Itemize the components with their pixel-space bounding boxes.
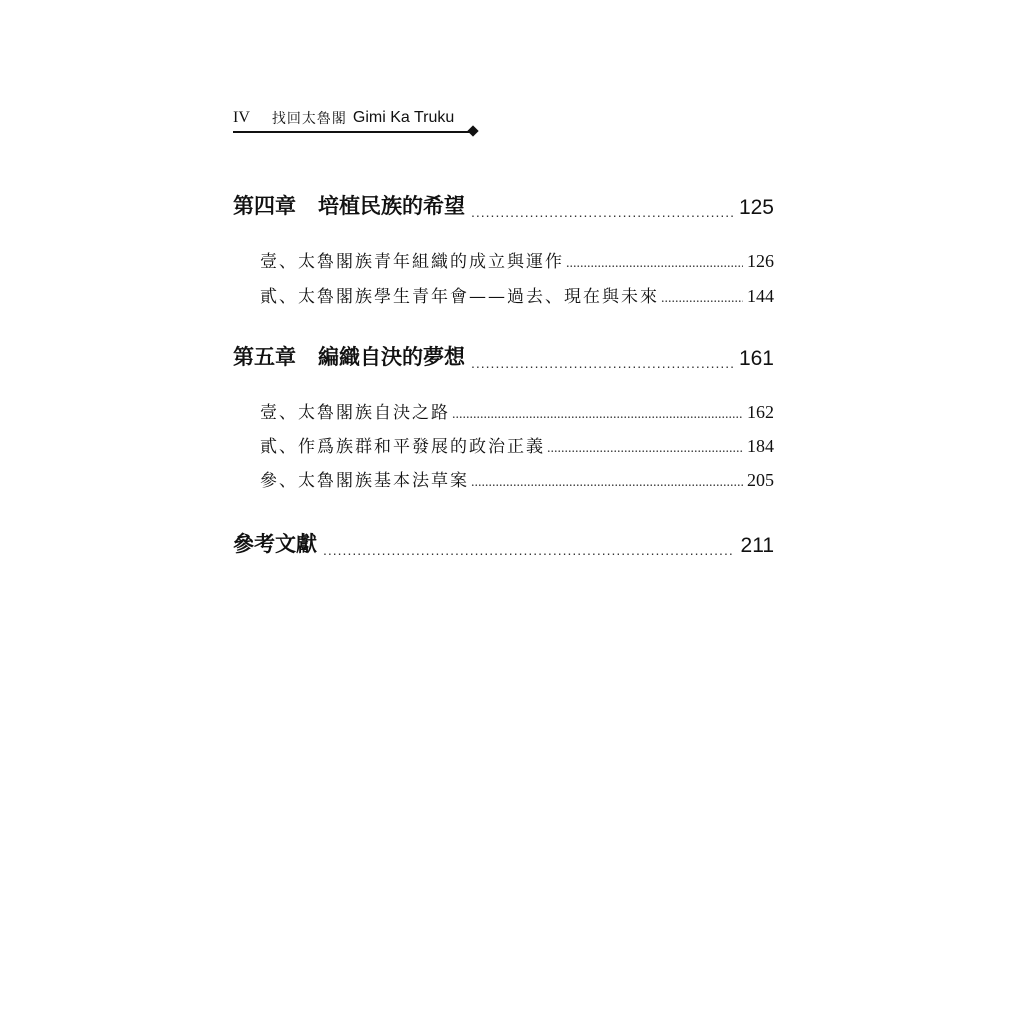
book-title-chinese: 找回太魯閣 xyxy=(271,111,347,127)
section-5-1-title: 壹、太魯閣族自決之路 xyxy=(260,403,450,423)
section-4-2-page: 144 xyxy=(747,286,774,306)
toc-section-4-1[interactable] xyxy=(260,246,774,272)
section-5-3-page: 205 xyxy=(747,470,774,490)
toc-section-5-1[interactable] xyxy=(260,397,774,423)
header-rule xyxy=(233,131,471,133)
toc-chapter-5[interactable] xyxy=(233,341,774,371)
toc-section-4-2[interactable] xyxy=(260,281,774,307)
dot-leader xyxy=(471,475,743,491)
running-head xyxy=(233,106,473,130)
toc-references[interactable] xyxy=(233,528,774,558)
section-4-1-title: 壹、太魯閣族青年組織的成立與運作 xyxy=(260,252,564,272)
dot-leader xyxy=(566,256,743,272)
references-page: 211 xyxy=(740,534,774,557)
dot-leader xyxy=(452,407,743,423)
references-title: 參考文獻 xyxy=(233,532,317,556)
dot-leader xyxy=(323,542,735,558)
section-5-1-page: 162 xyxy=(747,402,774,422)
toc-section-5-2[interactable] xyxy=(260,431,774,457)
page-folio: IV xyxy=(233,109,250,126)
toc-section-5-3[interactable] xyxy=(260,465,774,491)
chapter-5-title: 第五章 編織自決的夢想 xyxy=(233,345,465,369)
section-4-2-title: 貳、太魯閣族學生青年會——過去、現在與未來 xyxy=(260,287,659,307)
section-5-2-title: 貳、作爲族群和平發展的政治正義 xyxy=(260,437,545,457)
chapter-4-page: 125 xyxy=(738,196,774,219)
dot-leader xyxy=(661,291,743,307)
toc-chapter-4[interactable] xyxy=(233,190,774,220)
dot-leader xyxy=(471,355,733,371)
chapter-5-page: 161 xyxy=(738,347,774,370)
section-5-3-title: 參、太魯閣族基本法草案 xyxy=(260,471,469,491)
section-4-1-page: 126 xyxy=(747,251,774,271)
dot-leader xyxy=(471,204,733,220)
chapter-5-number: 第五章 xyxy=(233,345,296,369)
chapter-4-number: 第四章 xyxy=(233,194,296,218)
chapter-4-title: 第四章 培植民族的希望 xyxy=(233,194,465,218)
book-title-truku: Gimi Ka Truku xyxy=(352,109,455,126)
section-5-2-page: 184 xyxy=(747,436,774,456)
dot-leader xyxy=(547,441,743,457)
